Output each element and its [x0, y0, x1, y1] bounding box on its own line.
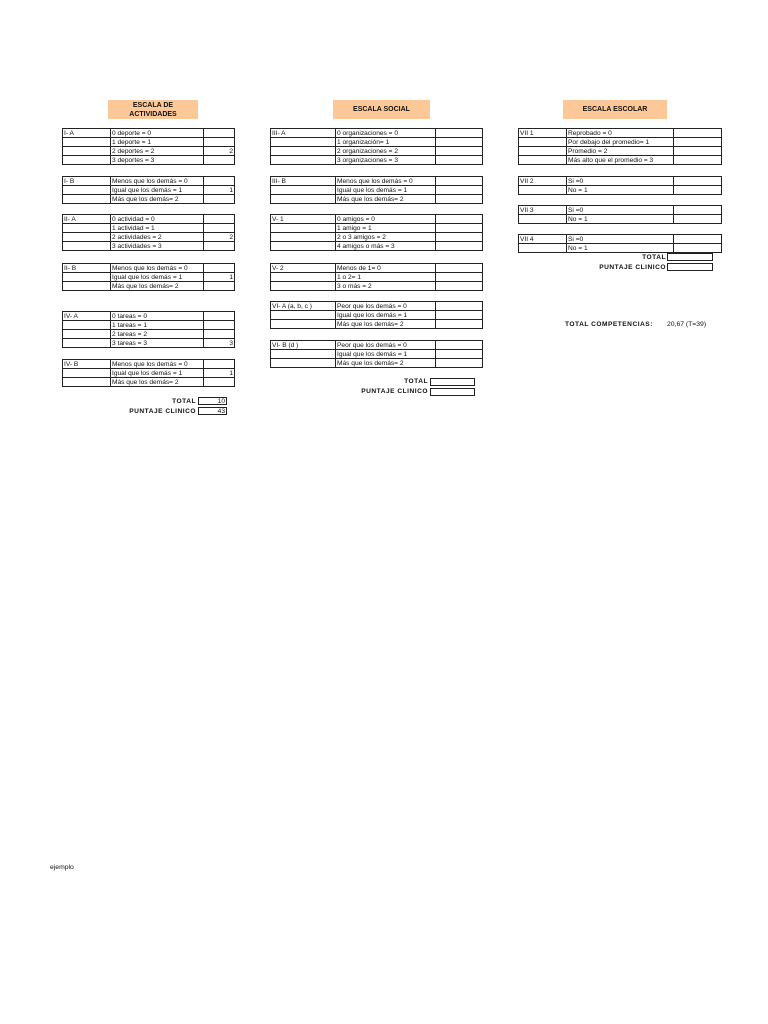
header-escala-actividades: ESCALA DE ACTIVIDADES: [108, 100, 198, 119]
table-row: [271, 195, 483, 204]
header-escala-escolar: ESCALA ESCOLAR: [563, 100, 667, 119]
option-label: Si =0: [567, 235, 674, 244]
option-label: Si =0: [567, 206, 674, 215]
option-label: Peor que los demás = 0: [336, 302, 436, 311]
option-label: Más que los demás= 2: [111, 195, 204, 204]
option-label: Igual que los demás = 1: [111, 186, 204, 195]
option-label: Igual que los demás = 1: [111, 369, 204, 378]
option-label: 2 tareas = 2: [111, 330, 204, 339]
table-ii-b: [62, 263, 235, 291]
table-row: [271, 138, 483, 147]
item-code: [271, 273, 336, 282]
score-cell[interactable]: [674, 215, 722, 224]
item-code: [271, 138, 336, 147]
item-code: [63, 186, 111, 195]
table-row: [63, 129, 235, 138]
table-row: [271, 320, 483, 329]
item-code: [63, 339, 111, 348]
score-cell[interactable]: [436, 273, 483, 282]
score-cell[interactable]: [204, 312, 235, 321]
option-label: Menos que los demás = 0: [336, 177, 436, 186]
score-cell[interactable]: [204, 282, 235, 291]
table-row: [63, 156, 235, 165]
actividades-clinico-label: PUNTAJE CLINICO: [129, 408, 196, 415]
item-code: III- B: [271, 177, 336, 186]
score-cell[interactable]: [204, 242, 235, 251]
table-row: [519, 177, 722, 186]
score-cell[interactable]: [674, 186, 722, 195]
table-row: [271, 273, 483, 282]
table-row: [271, 129, 483, 138]
table-iv-b: [62, 359, 235, 387]
table-iv-a: [62, 311, 235, 348]
score-cell[interactable]: [436, 350, 483, 359]
score-cell[interactable]: [436, 233, 483, 242]
score-cell[interactable]: [436, 311, 483, 320]
item-code: [63, 224, 111, 233]
item-code: [63, 233, 111, 242]
score-cell[interactable]: [674, 129, 722, 138]
option-label: 1 tareas = 1: [111, 321, 204, 330]
item-code: [63, 321, 111, 330]
score-cell[interactable]: 1: [204, 369, 235, 378]
table-vii-2: [518, 176, 722, 195]
option-label: 2 actividades = 2: [111, 233, 204, 242]
option-label: Menos que los demás = 0: [111, 360, 204, 369]
score-cell[interactable]: [674, 206, 722, 215]
table-iii-b: [270, 176, 483, 204]
item-code: [63, 195, 111, 204]
score-cell[interactable]: 3: [204, 339, 235, 348]
option-label: Igual que los demás = 1: [336, 311, 436, 320]
score-cell[interactable]: [674, 235, 722, 244]
item-code: [519, 138, 567, 147]
option-label: Igual que los demás = 1: [111, 273, 204, 282]
score-cell[interactable]: [204, 360, 235, 369]
score-cell[interactable]: [436, 242, 483, 251]
actividades-total-value: 10: [198, 397, 227, 405]
table-vi-a: [270, 301, 483, 329]
score-cell[interactable]: [436, 195, 483, 204]
table-row: [271, 350, 483, 359]
option-label: Menos de 1= 0: [336, 264, 436, 273]
score-cell[interactable]: [674, 177, 722, 186]
option-label: 3 organizaciones = 3: [336, 156, 436, 165]
table-i-b: [62, 176, 235, 204]
item-code: VI- B (d ): [271, 341, 336, 350]
table-row: [63, 264, 235, 273]
option-label: Reprobado = 0: [567, 129, 674, 138]
item-code: [519, 147, 567, 156]
item-code: [271, 147, 336, 156]
score-cell[interactable]: 1: [204, 186, 235, 195]
score-cell[interactable]: [204, 321, 235, 330]
score-cell[interactable]: 1: [204, 273, 235, 282]
option-label: No = 1: [567, 215, 674, 224]
item-code: [271, 311, 336, 320]
score-cell[interactable]: [204, 138, 235, 147]
score-cell[interactable]: [674, 156, 722, 165]
option-label: No = 1: [567, 186, 674, 195]
table-v-2: [270, 263, 483, 291]
table-row: [63, 215, 235, 224]
table-ii-a: [62, 214, 235, 251]
table-row: [63, 195, 235, 204]
score-cell[interactable]: 2: [204, 233, 235, 242]
table-row: [271, 341, 483, 350]
table-vii-4: [518, 234, 722, 253]
score-cell[interactable]: [436, 320, 483, 329]
option-label: Más que los demás= 2: [111, 378, 204, 387]
score-cell[interactable]: [436, 302, 483, 311]
social-total-label: TOTAL: [404, 378, 428, 385]
item-code: V- 2: [271, 264, 336, 273]
item-code: [271, 359, 336, 368]
score-cell[interactable]: [436, 177, 483, 186]
item-code: I- B: [63, 177, 111, 186]
table-row: [63, 360, 235, 369]
score-cell[interactable]: [436, 264, 483, 273]
score-cell[interactable]: [204, 224, 235, 233]
score-cell[interactable]: [204, 330, 235, 339]
table-vii-3: [518, 205, 722, 224]
escolar-clinico-label: PUNTAJE CLINICO: [599, 264, 666, 271]
table-row: [271, 282, 483, 291]
score-cell[interactable]: [436, 186, 483, 195]
item-code: VII 3: [519, 206, 567, 215]
total-competencias-value: 20,67 (T=39): [667, 321, 707, 328]
option-label: Igual que los demás = 1: [336, 186, 436, 195]
score-cell[interactable]: [436, 156, 483, 165]
score-cell[interactable]: 2: [204, 147, 235, 156]
item-code: [63, 147, 111, 156]
option-label: Si =0: [567, 177, 674, 186]
table-row: [63, 378, 235, 387]
item-code: VII 2: [519, 177, 567, 186]
table-row: [63, 312, 235, 321]
item-code: IV- A: [63, 312, 111, 321]
score-cell[interactable]: [204, 378, 235, 387]
escolar-clinico-value: [667, 263, 713, 271]
item-code: [271, 242, 336, 251]
table-row: [271, 156, 483, 165]
score-cell[interactable]: [204, 129, 235, 138]
option-label: 3 actividades = 3: [111, 242, 204, 251]
table-row: [63, 177, 235, 186]
option-label: 2 o 3 amigos = 2: [336, 233, 436, 242]
table-v-1: [270, 214, 483, 251]
table-row: [271, 233, 483, 242]
item-code: II- B: [63, 264, 111, 273]
item-code: [271, 195, 336, 204]
table-row: [63, 321, 235, 330]
item-code: [63, 369, 111, 378]
item-code: I- A: [63, 129, 111, 138]
score-cell[interactable]: [436, 282, 483, 291]
table-row: [519, 138, 722, 147]
option-label: 1 deporte = 1: [111, 138, 204, 147]
social-clinico-label: PUNTAJE CLINICO: [361, 388, 428, 395]
table-row: [519, 147, 722, 156]
option-label: 2 deportes = 2: [111, 147, 204, 156]
item-code: [271, 320, 336, 329]
item-code: [519, 186, 567, 195]
table-row: [271, 359, 483, 368]
option-label: 1 o 2= 1: [336, 273, 436, 282]
item-code: [271, 224, 336, 233]
table-row: [519, 186, 722, 195]
option-label: Igual que los demás = 1: [336, 350, 436, 359]
item-code: [271, 156, 336, 165]
option-label: 1 actividad = 1: [111, 224, 204, 233]
score-cell[interactable]: [436, 341, 483, 350]
table-row: [519, 206, 722, 215]
table-row: [63, 330, 235, 339]
item-code: IV- B: [63, 360, 111, 369]
table-row: [271, 177, 483, 186]
score-cell[interactable]: [204, 156, 235, 165]
table-row: [271, 242, 483, 251]
table-row: [63, 224, 235, 233]
item-code: VII 4: [519, 235, 567, 244]
item-code: [519, 244, 567, 253]
item-code: VII 1: [519, 129, 567, 138]
option-label: Más que los demás= 2: [336, 320, 436, 329]
option-label: 0 actividad = 0: [111, 215, 204, 224]
option-label: Más alto que el promedio = 3: [567, 156, 674, 165]
item-code: [63, 378, 111, 387]
option-label: Menos que los demás = 0: [111, 177, 204, 186]
header-escala-social: ESCALA SOCIAL: [333, 100, 430, 119]
item-code: VI- A (a, b, c ): [271, 302, 336, 311]
escolar-total-label: TOTAL: [642, 254, 666, 261]
score-cell[interactable]: [674, 147, 722, 156]
option-label: 0 tareas = 0: [111, 312, 204, 321]
item-code: [63, 282, 111, 291]
social-clinico-value: [430, 388, 475, 396]
table-row: [271, 224, 483, 233]
score-cell[interactable]: [436, 129, 483, 138]
option-label: Promedio = 2: [567, 147, 674, 156]
option-label: Más que los demás= 2: [336, 359, 436, 368]
table-row: [63, 273, 235, 282]
item-code: [519, 215, 567, 224]
table-row: [519, 156, 722, 165]
option-label: 1 organización= 1: [336, 138, 436, 147]
table-row: [271, 215, 483, 224]
score-cell[interactable]: [674, 138, 722, 147]
item-code: [63, 330, 111, 339]
item-code: [63, 273, 111, 282]
table-row: [63, 138, 235, 147]
score-cell[interactable]: [204, 177, 235, 186]
table-row: [519, 129, 722, 138]
table-row: [271, 186, 483, 195]
table-row: [271, 302, 483, 311]
table-row: [63, 339, 235, 348]
option-label: No = 1: [567, 244, 674, 253]
item-code: [519, 156, 567, 165]
table-row: [271, 311, 483, 320]
table-row: [63, 282, 235, 291]
table-row: [63, 369, 235, 378]
option-label: 3 o más = 2: [336, 282, 436, 291]
option-label: Menos que los demás = 0: [111, 264, 204, 273]
item-code: [271, 186, 336, 195]
score-cell[interactable]: [436, 215, 483, 224]
actividades-clinico-value: 43: [198, 407, 227, 415]
score-cell[interactable]: [436, 359, 483, 368]
table-row: [63, 186, 235, 195]
option-label: 1 amigo = 1: [336, 224, 436, 233]
option-label: 0 organizaciones = 0: [336, 129, 436, 138]
table-row: [271, 147, 483, 156]
option-label: Peor que los demás = 0: [336, 341, 436, 350]
table-row: [63, 233, 235, 242]
item-code: III- A: [271, 129, 336, 138]
option-label: Más que los demás= 2: [111, 282, 204, 291]
option-label: 2 organizaciones = 2: [336, 147, 436, 156]
total-competencias-label: TOTAL COMPETENCIAS:: [565, 321, 653, 328]
table-row: [519, 215, 722, 224]
item-code: [63, 156, 111, 165]
option-label: 0 deporte = 0: [111, 129, 204, 138]
option-label: 3 deportes = 3: [111, 156, 204, 165]
table-row: [519, 244, 722, 253]
table-row: [519, 235, 722, 244]
item-code: [271, 282, 336, 291]
escolar-total-value: [667, 253, 713, 261]
social-total-value: [430, 378, 475, 386]
item-code: II- A: [63, 215, 111, 224]
actividades-total-label: TOTAL: [172, 398, 196, 405]
table-vii-1: [518, 128, 722, 165]
score-cell[interactable]: [436, 224, 483, 233]
option-label: 0 amigos = 0: [336, 215, 436, 224]
score-cell[interactable]: [674, 244, 722, 253]
item-code: [63, 242, 111, 251]
score-cell[interactable]: [204, 195, 235, 204]
item-code: [271, 350, 336, 359]
table-iii-a: [270, 128, 483, 165]
item-code: V- 1: [271, 215, 336, 224]
table-row: [63, 147, 235, 156]
table-vi-b: [270, 340, 483, 368]
option-label: 4 amigos o más = 3: [336, 242, 436, 251]
option-label: 3 tareas = 3: [111, 339, 204, 348]
score-cell[interactable]: [204, 215, 235, 224]
item-code: [271, 233, 336, 242]
score-cell[interactable]: [436, 138, 483, 147]
footer-ejemplo: ejemplo: [50, 864, 74, 871]
table-row: [63, 242, 235, 251]
score-cell[interactable]: [204, 264, 235, 273]
option-label: Más que los demás= 2: [336, 195, 436, 204]
table-i-a: [62, 128, 235, 165]
option-label: Por debajo del promedio= 1: [567, 138, 674, 147]
item-code: [63, 138, 111, 147]
score-cell[interactable]: [436, 147, 483, 156]
table-row: [271, 264, 483, 273]
